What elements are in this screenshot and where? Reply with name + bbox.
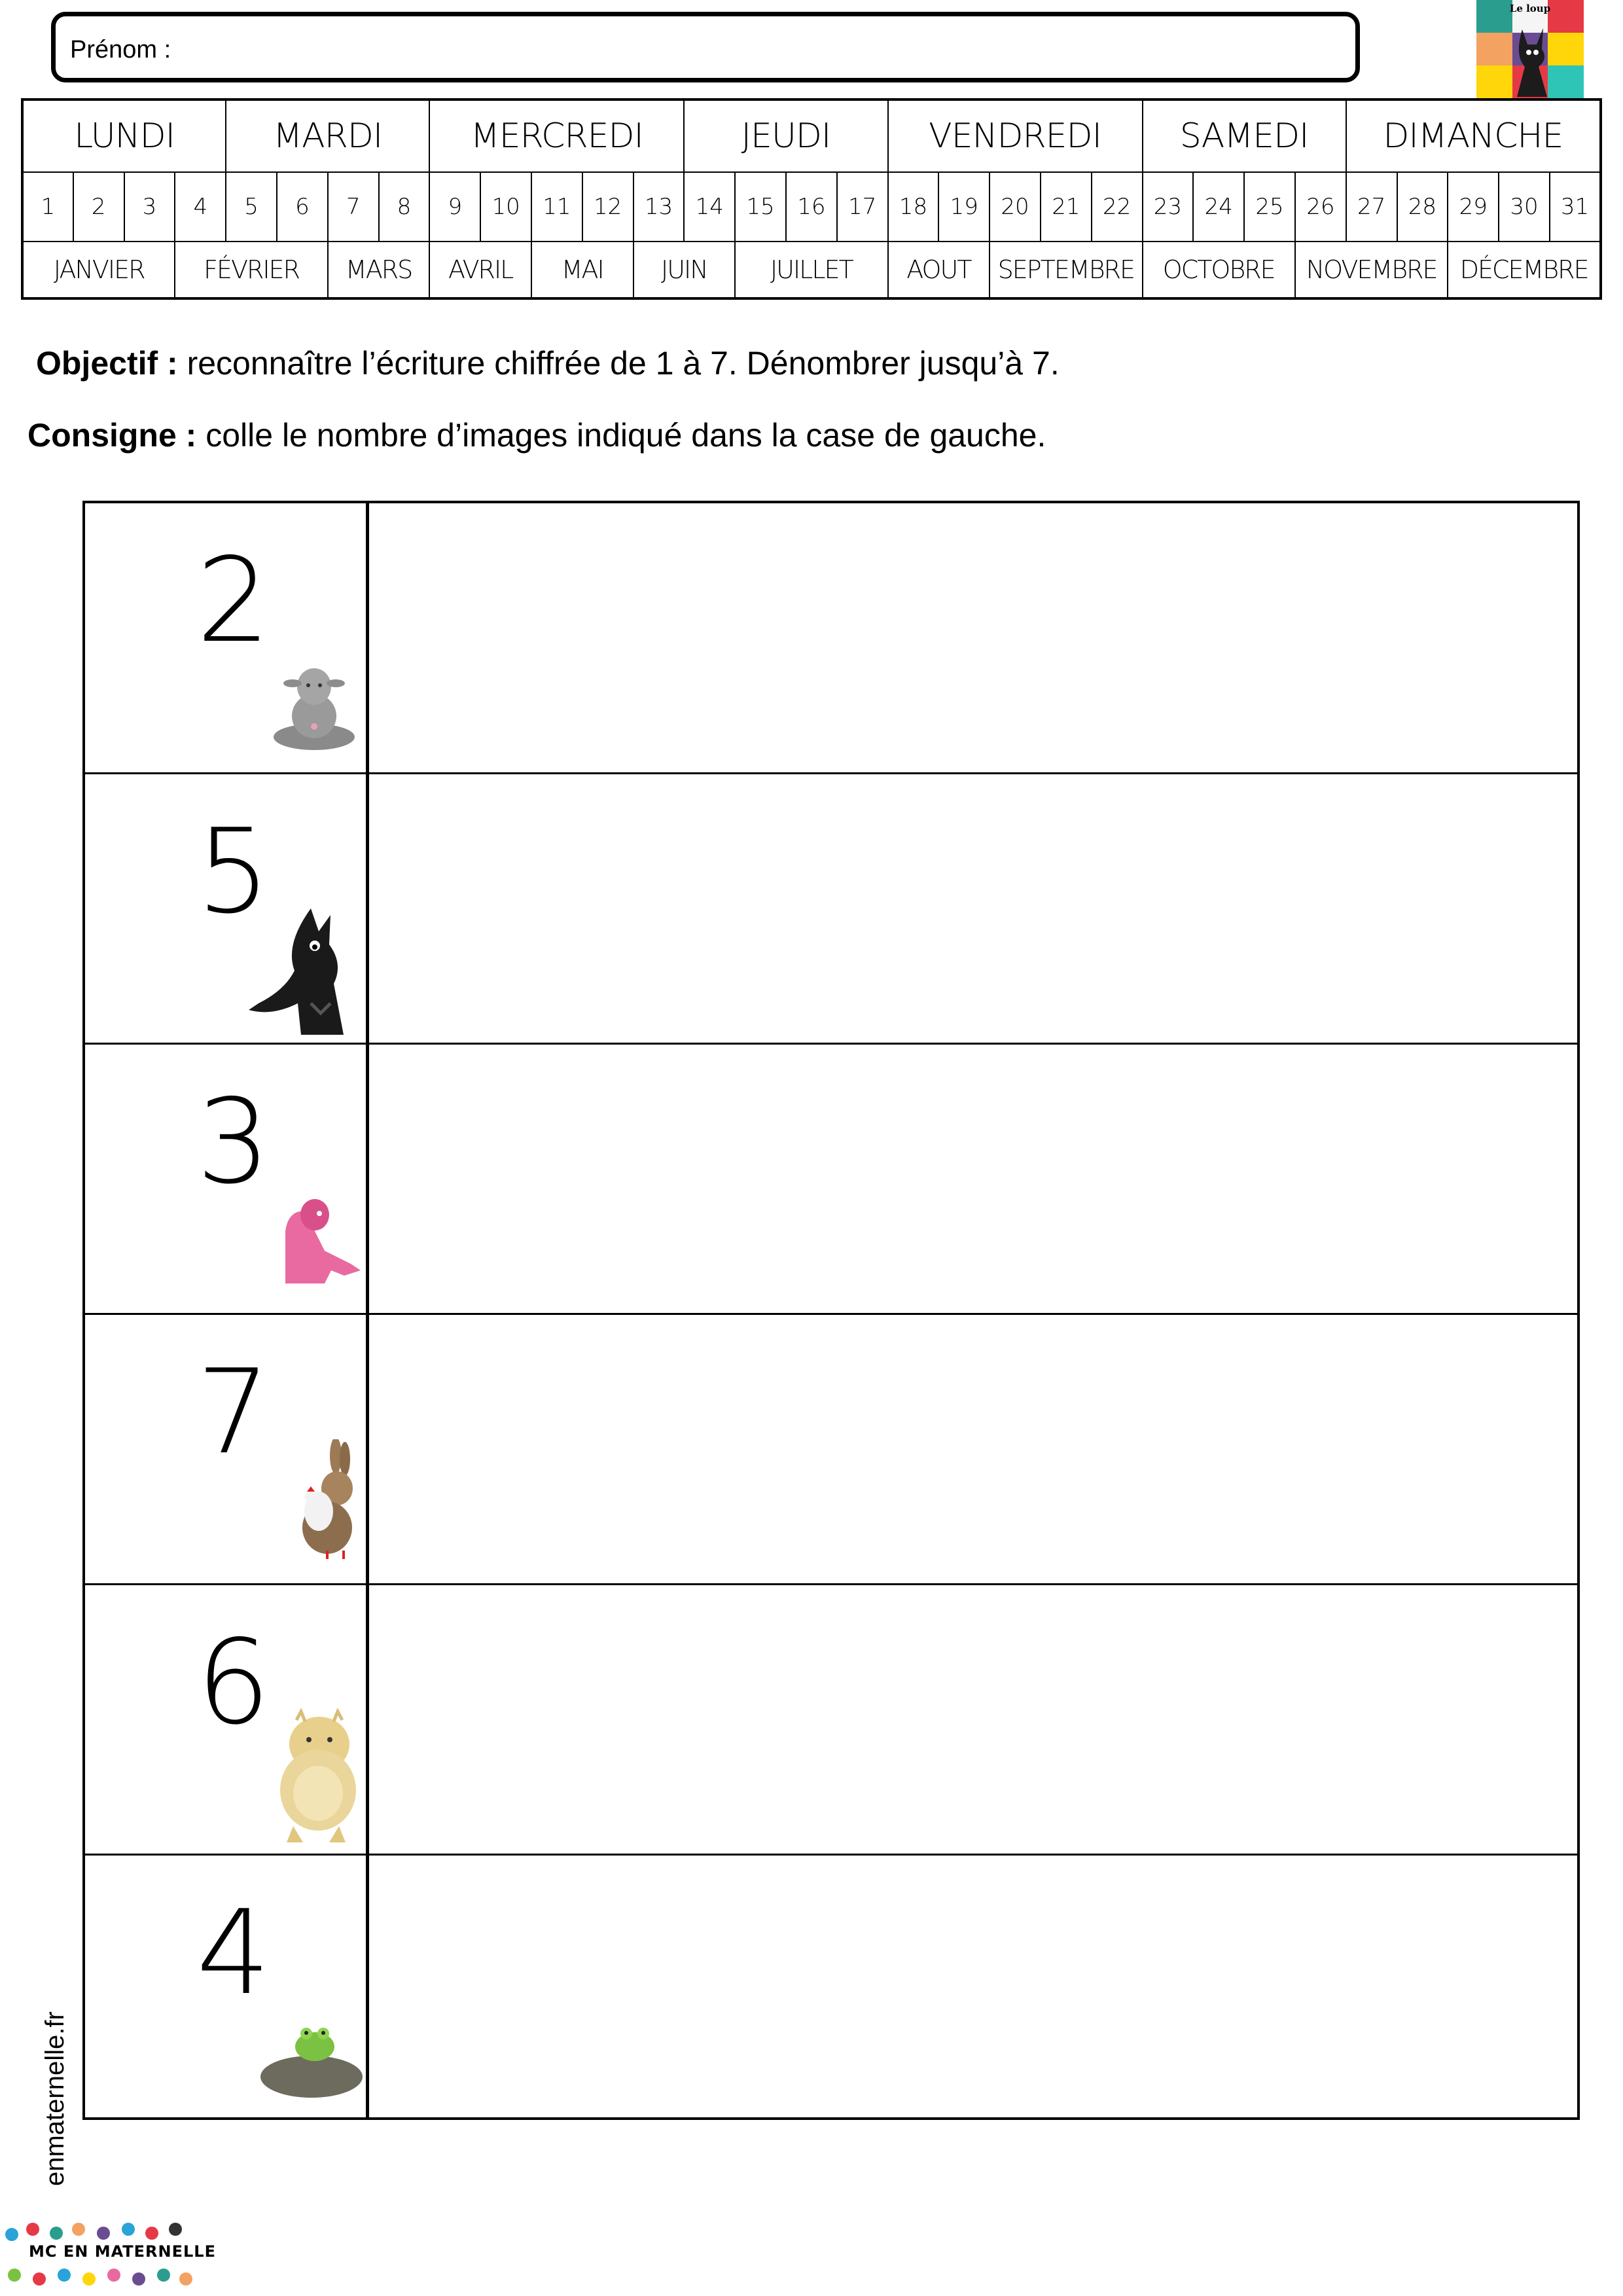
site-credit: enmaternelle.fr [41, 2011, 69, 2186]
date-number[interactable]: 14 [684, 172, 735, 242]
instruction-line [27, 416, 1046, 454]
date-number[interactable]: 22 [1092, 172, 1143, 242]
date-number[interactable]: 15 [735, 172, 786, 242]
answer-box[interactable] [369, 503, 1577, 772]
date-number[interactable]: 23 [1143, 172, 1194, 242]
target-number: 2 [196, 533, 271, 668]
exercise-row [85, 503, 1577, 772]
day-monday[interactable]: LUNDI [22, 99, 226, 172]
day-sunday[interactable]: DIMANCHE [1346, 99, 1601, 172]
answer-box[interactable] [369, 1045, 1577, 1313]
name-field[interactable] [51, 12, 1360, 82]
monster-icon [267, 1708, 368, 1846]
date-number[interactable]: 24 [1193, 172, 1244, 242]
wolf-icon [245, 905, 357, 1036]
target-number: 5 [196, 804, 271, 939]
date-number[interactable]: 1 [22, 172, 73, 242]
answer-box[interactable] [369, 774, 1577, 1043]
target-number: 6 [196, 1615, 271, 1750]
number-cell [85, 503, 369, 772]
date-number[interactable]: 27 [1346, 172, 1397, 242]
date-number[interactable]: 21 [1041, 172, 1092, 242]
logo-title: Le loup [1509, 3, 1551, 14]
month-october[interactable]: OCTOBRE [1143, 242, 1295, 298]
day-tuesday[interactable]: MARDI [226, 99, 429, 172]
number-cell [85, 1315, 369, 1583]
day-friday[interactable]: VENDREDI [888, 99, 1143, 172]
objective-line [36, 344, 1060, 382]
date-number[interactable]: 16 [786, 172, 837, 242]
month-march[interactable]: MARS [328, 242, 430, 298]
month-august[interactable]: AOUT [888, 242, 990, 298]
number-cell [85, 1585, 369, 1854]
date-number[interactable]: 2 [73, 172, 124, 242]
target-number: 4 [196, 1885, 271, 2020]
date-number[interactable]: 30 [1499, 172, 1550, 242]
date-number[interactable]: 17 [837, 172, 888, 242]
day-wednesday[interactable]: MERCREDI [429, 99, 684, 172]
book-logo [1476, 0, 1584, 98]
month-november[interactable]: NOVEMBRE [1295, 242, 1448, 298]
answer-box[interactable] [369, 1856, 1577, 2117]
date-number[interactable]: 26 [1295, 172, 1346, 242]
exercise-row [85, 1043, 1577, 1313]
day-thursday[interactable]: JEUDI [684, 99, 887, 172]
answer-box[interactable] [369, 1585, 1577, 1854]
frog-icon [259, 2019, 364, 2098]
date-number[interactable]: 7 [328, 172, 379, 242]
brand-name: MC EN MATERNELLE [29, 2242, 216, 2261]
month-january[interactable]: JANVIER [22, 242, 175, 298]
gorilla-icon [279, 1192, 364, 1283]
date-number[interactable]: 5 [226, 172, 277, 242]
instruction-text: colle le nombre d’images indiqué dans la case de gauche. [196, 417, 1046, 454]
answer-box[interactable] [369, 1315, 1577, 1583]
date-number[interactable]: 12 [582, 172, 633, 242]
date-number[interactable]: 19 [938, 172, 990, 242]
objective-label: Objectif : [36, 345, 178, 382]
date-number[interactable]: 28 [1397, 172, 1448, 242]
month-april[interactable]: AVRIL [429, 242, 531, 298]
date-number[interactable]: 20 [990, 172, 1041, 242]
month-february[interactable]: FÉVRIER [175, 242, 327, 298]
name-label: Prénom : [70, 36, 171, 63]
calendar-table [21, 98, 1602, 300]
sheep-icon [272, 664, 357, 752]
rabbit-icon [291, 1439, 363, 1560]
target-number: 3 [196, 1074, 271, 1210]
number-cell [85, 774, 369, 1043]
month-december[interactable]: DÉCEMBRE [1448, 242, 1601, 298]
date-number[interactable]: 18 [888, 172, 939, 242]
date-number[interactable]: 31 [1550, 172, 1601, 242]
exercise-row [85, 1583, 1577, 1854]
month-september[interactable]: SEPTEMBRE [990, 242, 1142, 298]
date-number[interactable]: 9 [429, 172, 480, 242]
instruction-label: Consigne : [27, 417, 197, 454]
month-july[interactable]: JUILLET [735, 242, 887, 298]
month-june[interactable]: JUIN [633, 242, 736, 298]
date-number[interactable]: 10 [480, 172, 531, 242]
date-number[interactable]: 6 [277, 172, 328, 242]
number-cell [85, 1856, 369, 2117]
date-number[interactable]: 3 [124, 172, 175, 242]
wolf-icon [1509, 26, 1555, 98]
day-saturday[interactable]: SAMEDI [1143, 99, 1346, 172]
number-cell [85, 1045, 369, 1313]
brand-logo [0, 2220, 216, 2288]
date-number[interactable]: 29 [1448, 172, 1499, 242]
date-number[interactable]: 13 [633, 172, 685, 242]
date-number[interactable]: 8 [379, 172, 430, 242]
date-number[interactable]: 4 [175, 172, 226, 242]
exercise-grid [82, 501, 1580, 2120]
exercise-row [85, 1854, 1577, 2117]
objective-text: reconnaître l’écriture chiffrée de 1 à 7. Dénombrer jusqu’à 7. [177, 345, 1060, 382]
date-number[interactable]: 11 [531, 172, 582, 242]
target-number: 7 [196, 1344, 271, 1480]
exercise-row [85, 1313, 1577, 1583]
exercise-row [85, 772, 1577, 1043]
month-may[interactable]: MAI [531, 242, 633, 298]
date-number[interactable]: 25 [1244, 172, 1295, 242]
